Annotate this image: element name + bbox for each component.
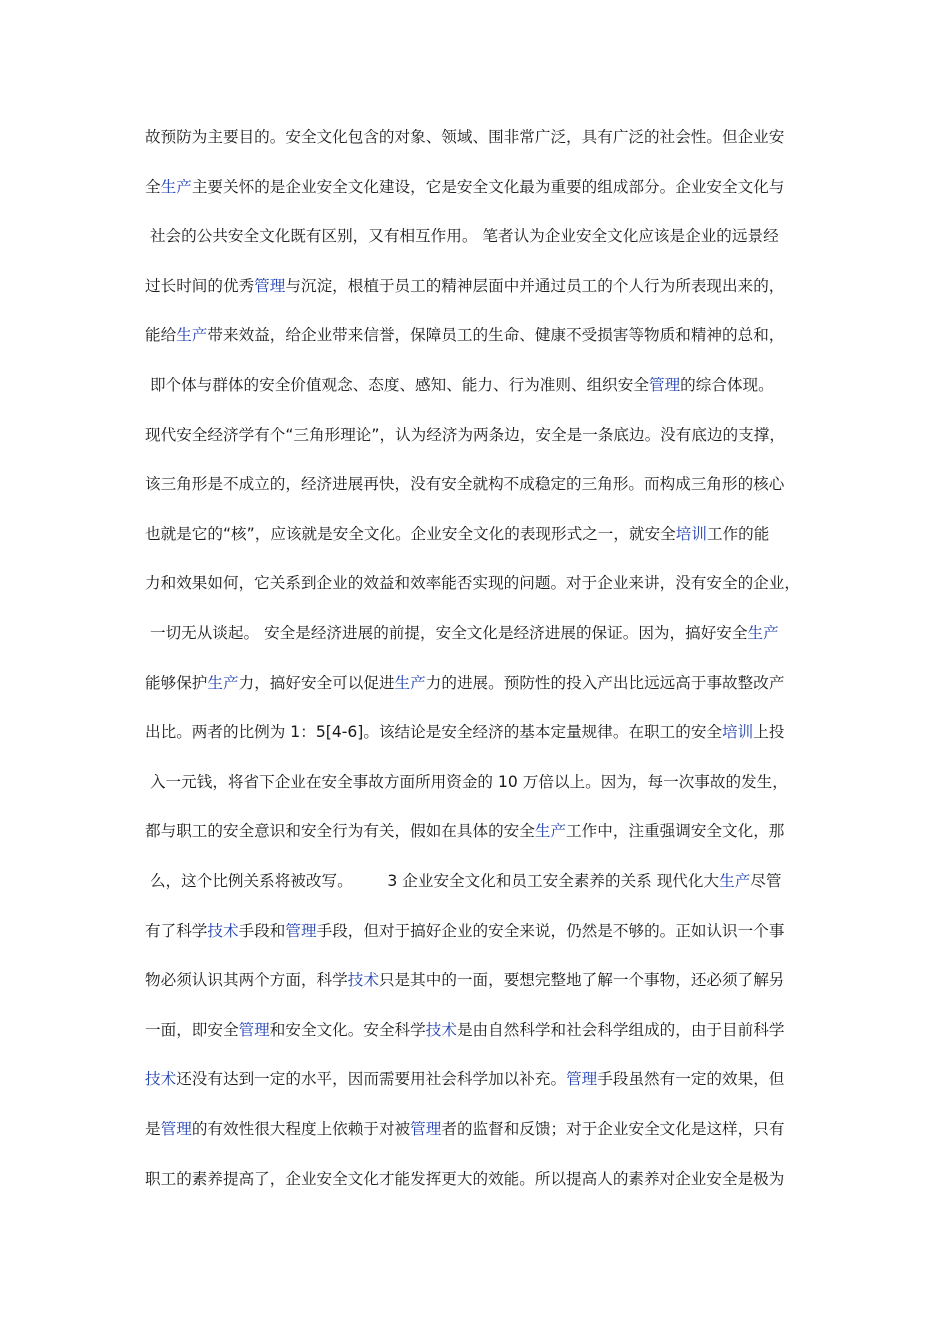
text-segment: 职工的素养提高了，企业安全文化才能发挥更大的效能。所以提高人的素养对企业安全是极为: [145, 1169, 785, 1188]
text-segment: 能给: [145, 326, 177, 345]
keyword-link[interactable]: 生产: [534, 822, 567, 841]
text-line: [145, 221, 845, 251]
text-segment: 上投: [753, 723, 785, 742]
text-line: [145, 717, 845, 747]
keyword-link[interactable]: 技术: [145, 1070, 177, 1089]
text-segment: 么，这个比例关系将被改写。 3 企业安全文化和员工安全素养的关系 现代化大: [145, 872, 720, 890]
text-line: [145, 370, 845, 400]
keyword-link[interactable]: 技术: [207, 921, 239, 940]
keyword-link[interactable]: 管理: [285, 921, 317, 940]
text-segment: 一切无从谈起。 安全是经济进展的前提，安全文化是经济进展的保证。因为，搞好安全: [145, 624, 748, 642]
keyword-link[interactable]: 技术: [347, 971, 379, 990]
text-segment: 力的进展。预防性的投入产出比远远高于事故整改产: [425, 673, 785, 692]
text-segment: 现代安全经济学有个“三角形理论”，认为经济为两条边，安全是一条底边。没有底边的支撑，: [145, 425, 785, 444]
text-line: [145, 1015, 845, 1045]
text-line: [145, 1064, 845, 1094]
text-line: [145, 866, 845, 896]
text-segment: 力，搞好安全可以促进: [238, 673, 395, 692]
text-segment: 有了科学: [145, 921, 208, 940]
text-segment: 手段虽然有一定的效果，但: [597, 1070, 785, 1089]
text-line: [145, 668, 845, 698]
text-segment: 还没有达到一定的水平，因而需要用社会科学加以补充。: [176, 1070, 567, 1089]
text-segment: 手段和: [238, 921, 286, 940]
keyword-link[interactable]: 生产: [160, 177, 192, 196]
keyword-link[interactable]: 生产: [176, 326, 208, 345]
keyword-link[interactable]: 生产: [207, 673, 239, 692]
text-segment: 社会的公共安全文化既有区别，又有相互作用。 笔者认为企业安全文化应该是企业的远景经: [145, 227, 779, 246]
keyword-link[interactable]: 管理: [566, 1070, 598, 1089]
text-segment: 的有效性很大程度上依赖于对被: [191, 1120, 411, 1138]
text-segment: 故预防为主要目的。安全文化包含的对象、领域、围非常广泛，具有广泛的社会性。但企业安: [145, 128, 785, 146]
text-segment: 只是其中的一面，要想完整地了解一个事物，还必须了解另: [378, 971, 785, 990]
text-segment: 出比。两者的比例为 1：5[4-6]。该结论是安全经济的基本定量规律。在职工的安全: [145, 723, 723, 742]
text-segment: 物必须认识其两个方面，科学: [145, 971, 348, 990]
text-segment: 和安全文化。安全科学: [269, 1020, 426, 1039]
text-segment: 力和效果如何，它关系到企业的效益和效率能否实现的问题。对于企业来讲，没有安全的企业，: [145, 574, 800, 593]
text-line: [145, 767, 845, 797]
text-line: [145, 320, 845, 350]
keyword-link[interactable]: 生产: [747, 624, 779, 642]
keyword-link[interactable]: 管理: [254, 276, 286, 295]
text-segment: 都与职工的安全意识和安全行为有关，假如在具体的安全: [145, 822, 535, 841]
text-line: [145, 568, 845, 598]
text-segment: 主要关怀的是企业安全文化建设，它是安全文化最为重要的组成部分。企业安全文化与: [191, 177, 785, 196]
text-line: [145, 916, 845, 946]
text-segment: 手段，但对于搞好企业的安全来说，仍然是不够的。正如认识一个事: [316, 921, 785, 940]
keyword-link[interactable]: 生产: [394, 673, 426, 692]
text-segment: 一面，即安全: [145, 1020, 239, 1039]
text-line: [145, 816, 845, 846]
text-segment: 该三角形是不成立的，经济进展再快，没有安全就构不成稳定的三角形。而构成三角形的核心: [145, 475, 785, 494]
keyword-link[interactable]: 管理: [238, 1020, 270, 1039]
keyword-link[interactable]: 生产: [719, 872, 751, 890]
text-segment: 的综合体现。: [680, 376, 774, 394]
text-segment: 是由自然科学和社会科学组成的，由于目前科学: [456, 1020, 785, 1039]
text-segment: 全: [145, 177, 161, 196]
text-segment: 工作中，注重强调安全文化，那: [566, 822, 785, 841]
keyword-link[interactable]: 管理: [648, 376, 681, 394]
keyword-link[interactable]: 培训: [722, 723, 754, 742]
keyword-link[interactable]: 管理: [160, 1120, 192, 1138]
keyword-link[interactable]: 技术: [425, 1020, 457, 1039]
text-segment: 是: [145, 1120, 161, 1138]
text-line: [145, 172, 845, 202]
text-line: [145, 420, 845, 450]
text-segment: 者的监督和反馈；对于企业安全文化是这样，只有: [441, 1120, 785, 1138]
text-line: [145, 965, 845, 995]
text-line: [145, 1164, 845, 1194]
text-segment: 即个体与群体的安全价值观念、态度、感知、能力、行为准则、组织安全: [145, 376, 649, 394]
text-line: [145, 271, 845, 301]
text-segment: 也就是它的“核”，应该就是安全文化。企业安全文化的表现形式之一，就安全: [145, 524, 676, 543]
text-segment: 工作的能: [706, 524, 770, 543]
text-line: [145, 519, 845, 549]
text-segment: 能够保护: [145, 673, 208, 692]
text-line: [145, 122, 845, 152]
keyword-link[interactable]: 培训: [675, 524, 707, 543]
keyword-link[interactable]: 管理: [410, 1120, 442, 1138]
text-line: [145, 469, 845, 499]
text-segment: 过长时间的优秀: [145, 276, 255, 295]
text-line: [145, 618, 845, 648]
text-segment: 尽管: [750, 872, 782, 890]
text-segment: 带来效益，给企业带来信誉，保障员工的生命、健康不受损害等物质和精神的总和，: [207, 326, 785, 345]
text-segment: 入一元钱，将省下企业在安全事故方面所用资金的 10 万倍以上。因为，每一次事故的发生，: [145, 772, 788, 791]
text-segment: 与沉淀，根植于员工的精神层面中并通过员工的个人行为所表现出来的，: [285, 276, 785, 295]
text-line: [145, 1114, 845, 1144]
